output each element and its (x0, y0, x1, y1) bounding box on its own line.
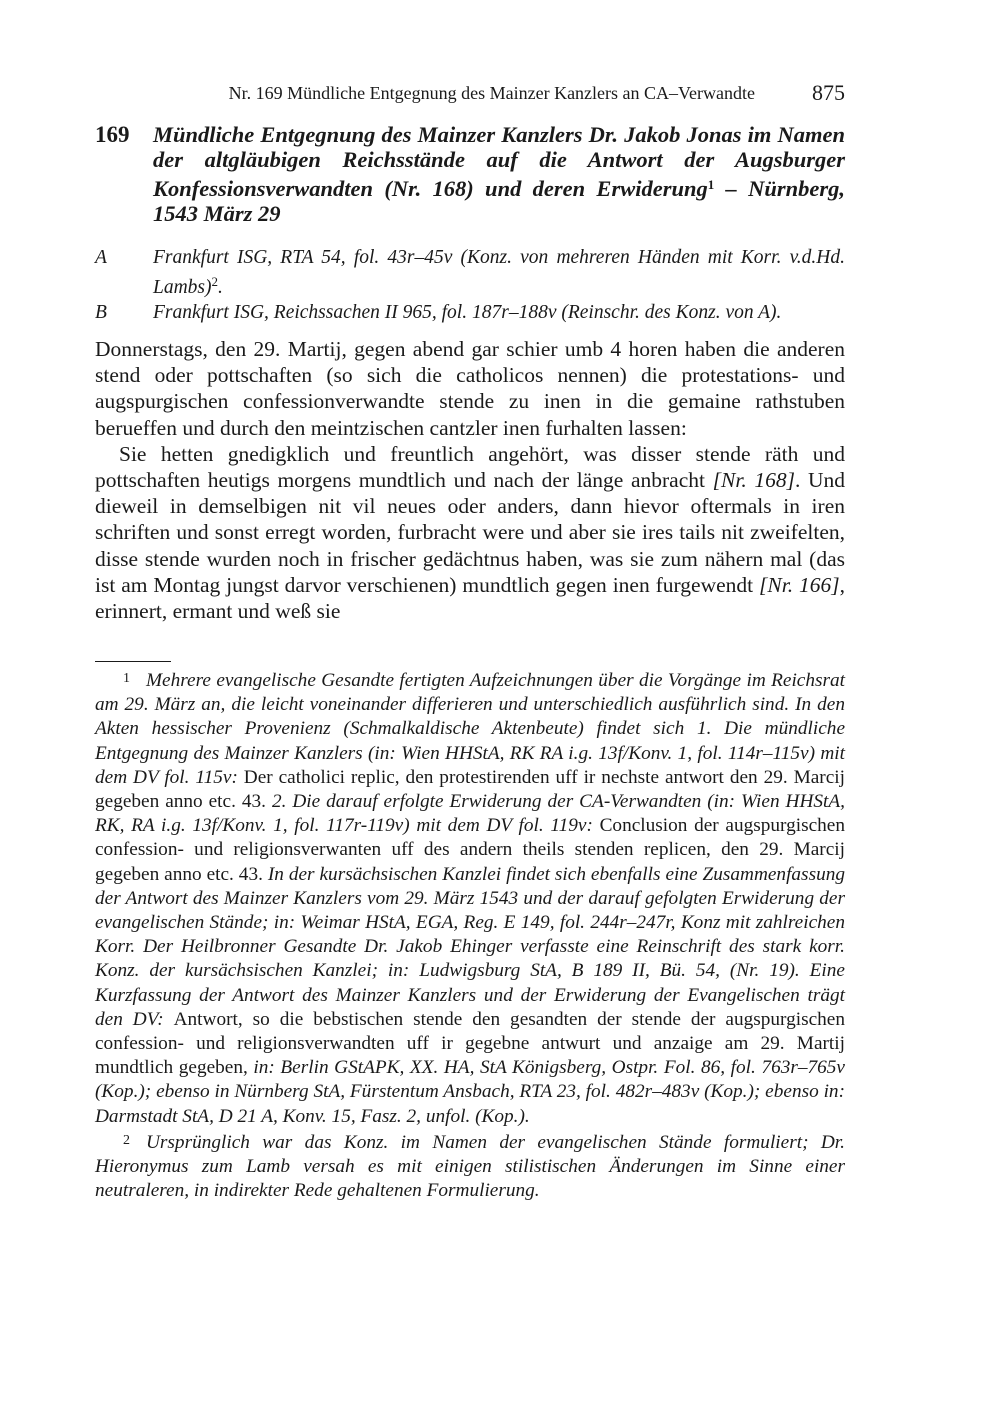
body-text-run: . Und dieweil in demselbigen nit vil neues oder anders, dann hievor oftermals in iren schriften und sonst erregt worden, furbracht were und aber sie ires tails nit zweifelten, disse stende wurden noch in frischer gedächtnus haben, was sie zum nähern mal (das ist am Montag jungst darvor verschienen) mundtlich gegen inen furgewendt (95, 468, 845, 597)
footnote-mark: 1 (123, 671, 130, 686)
document-heading (95, 122, 845, 226)
source-text-tail: . (218, 277, 223, 298)
source-text (153, 246, 845, 300)
footnote-quote: Antwort, so die bebstischen stende den gesandten der stende der augspurgischen confession- und religionsverwandten uff ir gegebne antwurt und anzaige am 29. Martij mundtlich gegeben, (95, 1008, 845, 1079)
footnote-mark: 2 (123, 1132, 130, 1148)
page-number: 875 (812, 80, 845, 105)
footnote-text: In der kursächsischen Kanzlei findet sich ebenfalls eine Zusammenfassung der Antwort des Mainzer Kanzlers vom 29. März 1543 und der darauf gefolgten Erwiderung der evangelischen Stände; in: Weimar HStA, EGA, Reg. E 149, fol. 244r–247r, Konz mit zahlreichen Korr. Der Heilbronner Gesandte Dr. Jakob Ehinger verfasste eine Reinschrift des stark korr. Konz. der kursächsischen Kanzlei; in: Ludwigsburg StA, B 189 II, Bü. 54, (Nr. 19). Eine Kurzfassung der Antwort des Mainzer Kanzlers und der Erwiderung der Evangelischen trägt den DV: (95, 863, 845, 1030)
footnotes (95, 667, 845, 1203)
footnote-ref-1[interactable]: 1 (707, 177, 715, 192)
source-siglum: A (95, 247, 107, 268)
source-siglum: B (95, 302, 107, 323)
footnote-quote: Der catholici replic, den protestirenden uff ir nechste antwort den 29. Marcij gegeben anno etc. 43. (95, 766, 845, 813)
body-text-run: , erinnert, ermant und weß sie (95, 572, 845, 624)
footnote-ref-2[interactable]: 2 (211, 274, 219, 289)
footnote-quote: Conclusion der augspurgischen confession- und religionsverwanten uff des andern theils stenden replicen, den 29. Marcij gegeben anno etc. 43. (95, 815, 845, 885)
body-paragraph (95, 441, 845, 624)
body-text-run: Sie hetten gnedigklich und freuntlich angehört, was disser stende räth und pottschaften heutigs morgens mundtlich und nach der länge anbracht (95, 441, 845, 493)
source-text-main: Frankfurt ISG, RTA 54, fol. 43r–45v (Konz. von mehreren Händen mit Korr. v.d.Hd. Lambs) (153, 247, 845, 298)
source-entry (95, 301, 845, 325)
source-list (95, 246, 845, 326)
footnote-divider (95, 661, 171, 662)
running-head (95, 80, 845, 106)
source-entry (95, 246, 845, 300)
footnote-text: Ursprünglich war das Konz. im Namen der evangelischen Stände formuliert; Dr. Hieronymus zum Lamb versah es mit einigen stilistischen Änderungen im Sinne einer neutraleren, in indirekter Rede gehaltenen Formulierung. (95, 1131, 845, 1202)
cross-reference[interactable]: [Nr. 168] (712, 468, 795, 493)
document-title-tail: – Nürnberg, 1543 März 29 (153, 176, 845, 226)
running-title: Nr. 169 Mündliche Entgegnung des Mainzer Kanzlers an CA–Verwandte (228, 83, 755, 103)
document-title (153, 122, 845, 226)
cross-reference[interactable]: [Nr. 166] (759, 572, 840, 597)
body-paragraph: Donnerstags, den 29. Martij, gegen abend gar schier umb 4 horen haben die anderen stend oder pottschaften (so sich die catholicos nennen) die protestations- und augspurgischen confessionverwandte stende zu inen in die gemaine rathstuben berueffen und durch den meintzischen cantzler inen furhalten lassen: (95, 337, 845, 440)
footnote-1 (95, 667, 845, 1129)
footnote-text: Mehrere evangelische Gesandte fertigten Aufzeichnungen über die Vorgänge im Reichsrat am 29. März an, die leicht voneinander differieren und unterschiedlich ausführlich sind. In den Akten hessischer Provenienz (Schmalkaldische Aktenbeute) findet sich 1. Die mündliche Entgegnung des Mainzer Kanzlers (in: Wien HHStA, RK RA i.g. 13f/Konv. 1, fol. 114r–115v) mit dem DV fol. 115v: (95, 670, 845, 788)
body-text (95, 336, 845, 624)
footnote-2 (95, 1129, 845, 1204)
footnote-text: in: Berlin GStAPK, XX. HA, StA Königsberg, Ostpr. Fol. 86, fol. 763r–765v (Kop.); ebenso in Nürnberg StA, Fürstentum Ansbach, RTA 23, fol. 482r–483v (Kop.); ebenso in: Darmstadt StA, D 21 A, Konv. 15, Fasz. 2, unfol. (Kop.). (95, 1057, 845, 1127)
document-number: 169 (95, 122, 130, 147)
footnote-text: 2. Die darauf erfolgte Erwiderung der CA-Verwandten (in: Wien HHStA, RK, RA i.g. 13f/Konv. 1, fol. 117r-119v) mit dem DV fol. 119v: (95, 791, 845, 837)
document-title-text: Mündliche Entgegnung des Mainzer Kanzlers Dr. Jakob Jonas im Namen der altgläubigen Reichsstände auf die Antwort der Augsburger Konfessionsverwandten (Nr. 168) und deren Erwiderung (153, 122, 845, 201)
source-text: Frankfurt ISG, Reichssachen II 965, fol. 187r–188v (Reinschr. des Konz. von A). (153, 302, 782, 323)
